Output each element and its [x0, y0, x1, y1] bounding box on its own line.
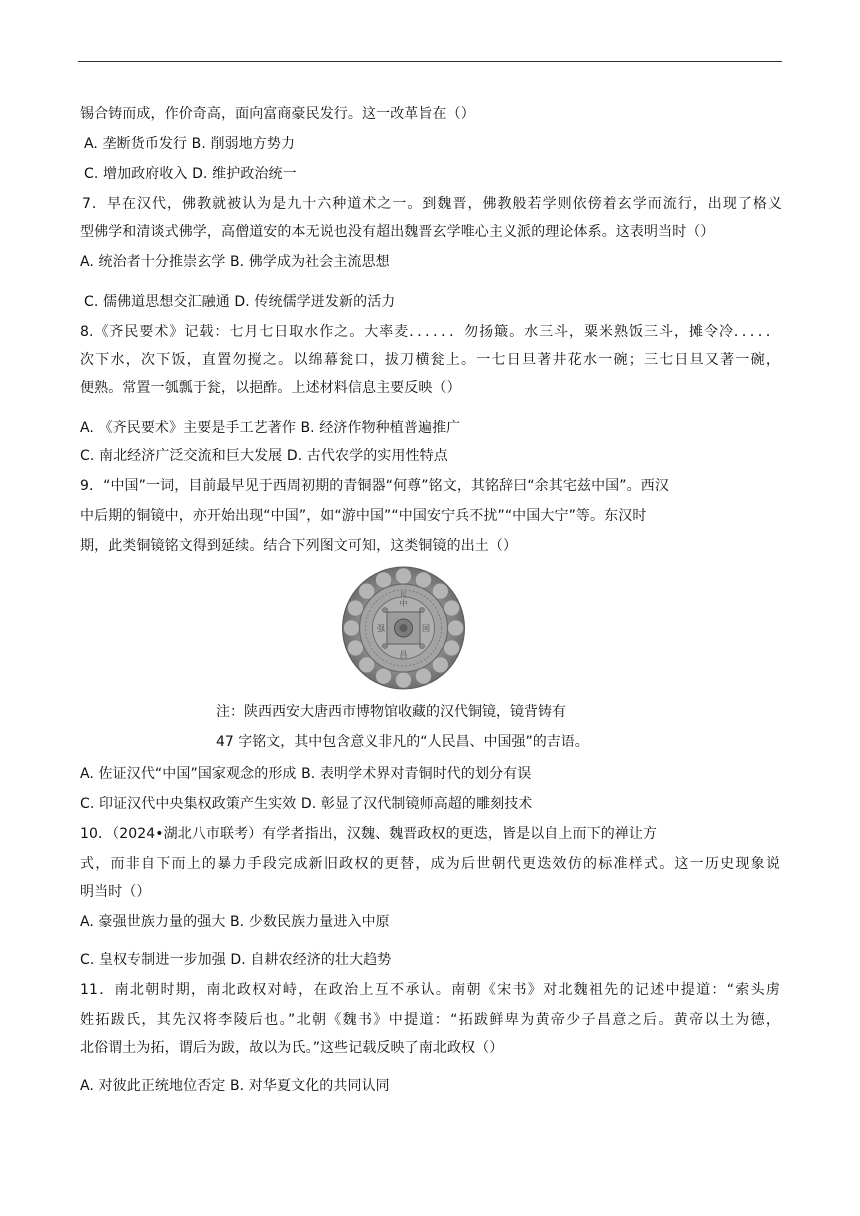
option-line: A. 佐证汉代“中国”国家观念的形成 B. 表明学术界对青铜时代的划分有误	[80, 766, 532, 782]
figure-caption: 47 字铭文，其中包含意义非凡的“人民昌、中国强”的吉语。	[216, 734, 589, 750]
option-line: C. 增加政府收入 D. 维护政治统一	[84, 166, 297, 182]
option-line: A. 豪强世族力量的强大 B. 少数民族力量进入中原	[80, 914, 390, 930]
header-rule	[78, 61, 782, 62]
question-7-line: 7．早在汉代，佛教就被认为是九十六种道术之一。到魏晋，佛教般若学则依傍着玄学而流行，出现了格义	[82, 196, 782, 212]
question-9-line: 期，此类铜镜铭文得到延续。结合下列图文可知，这类铜镜的出土（）	[80, 538, 518, 554]
question-7-line: 型佛学和清谈式佛学，高僧道安的本无说也没有超出魏晋玄学唯心主义派的理论体系。这表明当时（）	[80, 224, 715, 240]
question-10-line: 明当时（）	[80, 884, 151, 900]
question-11-line: 姓拓跋氏，其先汉将李陵后也。”北朝《魏书》中提道：“拓跋鲜卑为黄帝少子昌意之后。黄帝以土为德，	[80, 1012, 780, 1028]
mirror-char: 国	[422, 624, 430, 633]
mirror-char: 昌	[399, 650, 408, 659]
question-11-line: 11．南北朝时期，南北政权对峙，在政治上互不承认。南朝《宋书》对北魏祖先的记述中提道：“索头虏	[80, 982, 780, 998]
question-8-line: 8.《齐民要术》记载：七月七日取水作之。大率麦．．．．．．勿扬簸。水三斗，粟米熟饭三斗，摊令冷．．．．．	[80, 324, 780, 340]
option-line: A. 对彼此正统地位否定 B. 对华夏文化的共同认同	[80, 1078, 390, 1094]
option-line: C. 印证汉代中央集权政策产生实效 D. 彰显了汉代制镜师高超的雕刻技术	[80, 796, 533, 812]
question-11-line: 北俗谓土为拓，谓后为跋，故以为氏。”这些记载反映了南北政权（）	[80, 1040, 504, 1056]
question-8-line: 便熟。常置一瓠瓢于瓮，以挹酢。上述材料信息主要反映（）	[80, 380, 461, 396]
mirror-char: 民	[400, 591, 407, 598]
option-line: C. 南北经济广泛交流和巨大发展 D. 古代农学的实用性特点	[80, 448, 448, 464]
option-line: A. 《齐民要术》主要是手工艺著作 B. 经济作物种植普遍推广	[80, 420, 461, 436]
bronze-mirror-image	[340, 566, 467, 690]
mirror-char: 中	[399, 599, 408, 608]
option-line: A. 垄断货币发行 B. 削弱地方势力	[84, 136, 296, 152]
text-line: 锡合铸而成，作价奇高，面向富商豪民发行。这一改革旨在（）	[80, 106, 475, 122]
question-9-line: 9．“中国”一词，目前最早见于西周初期的青铜器“何尊”铭文，其铭辞曰“余其宅兹中国”。西汉	[80, 478, 669, 494]
question-10-line: 10．（2024•湖北八市联考）有学者指出，汉魏、魏晋政权的更迭，皆是以自上而下的禅让方	[80, 826, 658, 842]
figure-caption: 注：陕西西安大唐西市博物馆收藏的汉代铜镜，镜背铸有	[216, 704, 566, 720]
mirror-char: 强	[377, 624, 385, 633]
option-line: A. 统治者十分推崇玄学 B. 佛学成为社会主流思想	[80, 254, 390, 270]
question-10-line: 式，而非自下而上的暴力手段完成新旧政权的更替，成为后世朝代更迭效仿的标准样式。这一历史现象说	[80, 856, 780, 872]
question-9-line: 中后期的铜镜中，亦开始出现“中国”，如“游中国”“中国安宁兵不扰”“中国大宁”等。东汉时	[80, 508, 647, 524]
question-8-line: 次下水，次下饭，直置勿搅之。以绵幕瓮口，拔刀横瓮上。一七日旦著井花水一碗；三七日旦又著一碗，	[80, 352, 780, 368]
option-line: C. 皇权专制进一步加强 D. 自耕农经济的壮大趋势	[80, 952, 392, 968]
option-line: C. 儒佛道思想交汇融通 D. 传统儒学迸发新的活力	[84, 294, 396, 310]
